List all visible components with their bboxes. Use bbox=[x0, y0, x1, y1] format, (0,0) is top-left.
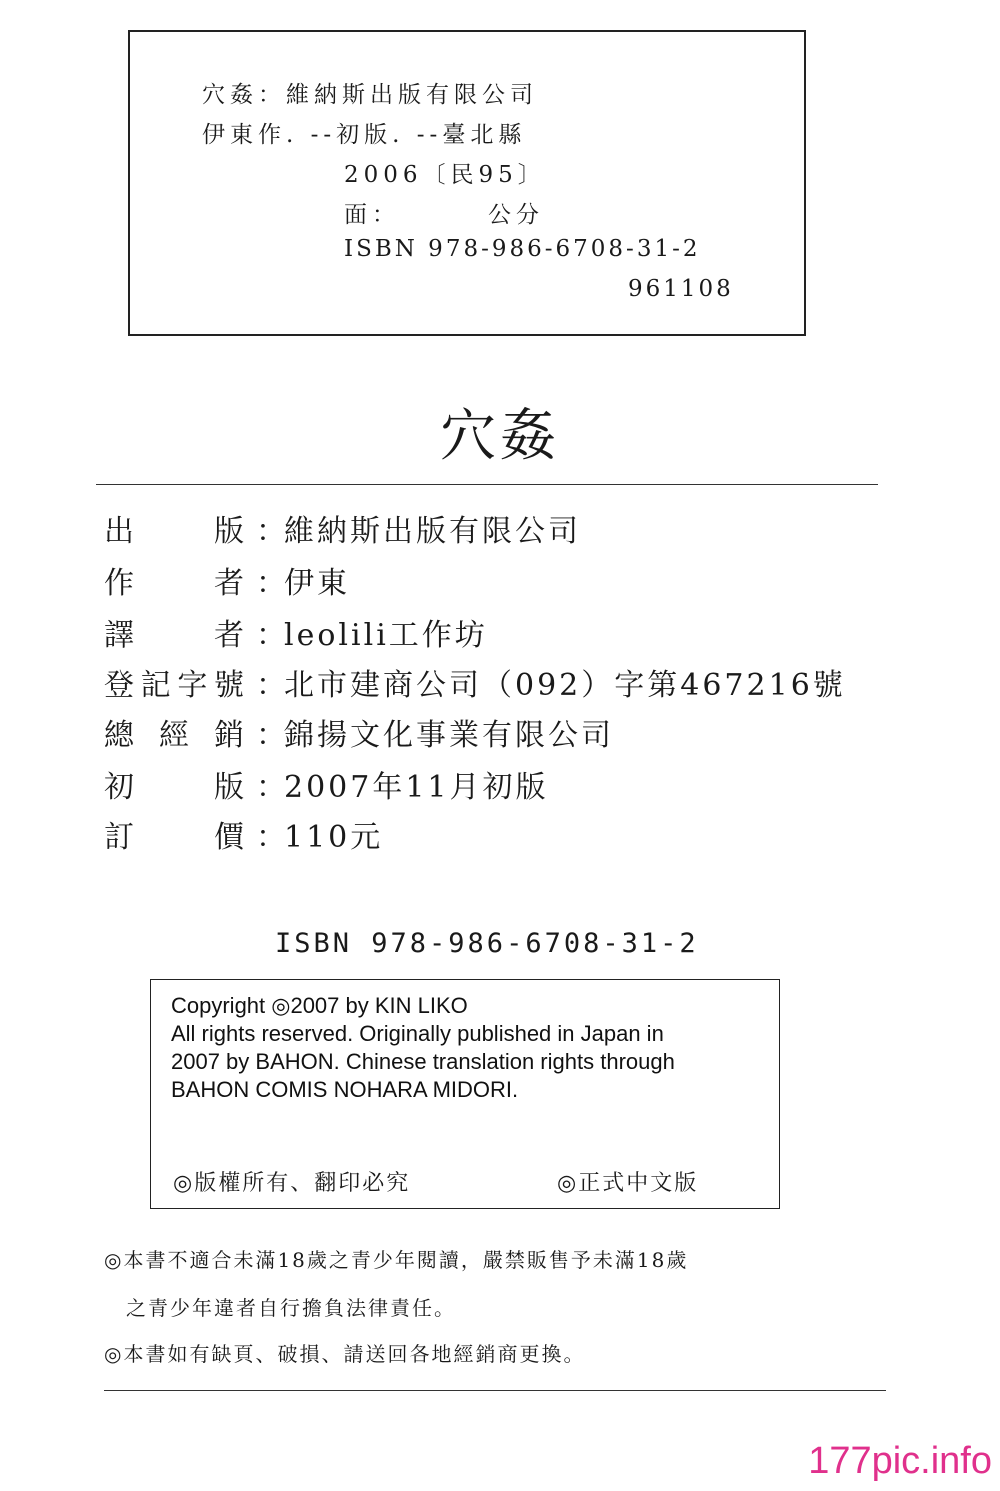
cip-line-year: 2006〔民95〕 bbox=[344, 162, 546, 188]
copyright-box bbox=[150, 979, 780, 1209]
copyright-line: BAHON COMIS NOHARA MIDORI. bbox=[171, 1077, 519, 1102]
imprint-label bbox=[104, 660, 244, 704]
imprint-colon: ： bbox=[256, 820, 286, 855]
copyright-text bbox=[171, 992, 675, 1104]
imprint-label-char: 號 bbox=[213, 668, 244, 703]
all-rights-note: ◎版權所有、翻印必究 bbox=[173, 1171, 411, 1196]
title-divider bbox=[96, 484, 878, 485]
imprint-label-char: 總 bbox=[104, 718, 134, 753]
cip-line-size-unit: 公分 bbox=[488, 202, 544, 228]
cip-line-author-edition: 伊東作. --初版. --臺北縣 bbox=[202, 122, 527, 148]
imprint-label-char: 價 bbox=[214, 820, 244, 855]
imprint-label-char: 訂 bbox=[104, 820, 134, 855]
imprint-label-char: 譯 bbox=[104, 618, 134, 653]
imprint-value: 北市建商公司（092）字第467216號 bbox=[284, 668, 846, 703]
imprint-label-char: 經 bbox=[159, 718, 189, 753]
imprint-label-char: 作 bbox=[104, 566, 134, 601]
imprint-colon: ： bbox=[256, 618, 286, 653]
imprint-label bbox=[104, 506, 244, 550]
imprint-colon: ： bbox=[256, 514, 286, 549]
age-restriction-notice: ◎本書不適合未滿18歲之青少年閱讀，嚴禁販售予未滿18歲 bbox=[104, 1248, 689, 1272]
imprint-label bbox=[104, 710, 244, 754]
imprint-colon: ： bbox=[256, 566, 286, 601]
book-title: 穴姦 bbox=[440, 404, 560, 469]
imprint-label-char: 銷 bbox=[214, 718, 244, 753]
cip-line-isbn: ISBN 978-986-6708-31-2 bbox=[344, 236, 701, 262]
damaged-copy-notice: ◎本書如有缺頁、破損、請送回各地經銷商更換。 bbox=[104, 1342, 586, 1366]
imprint-value: leolili工作坊 bbox=[284, 618, 488, 653]
cip-catalog-box bbox=[128, 30, 806, 336]
cip-line-code: 961108 bbox=[628, 276, 734, 302]
imprint-colon: ： bbox=[256, 770, 286, 805]
imprint-label bbox=[104, 812, 244, 856]
copyright-line: Copyright ◎2007 by KIN LIKO bbox=[171, 993, 468, 1018]
imprint-label bbox=[104, 610, 244, 654]
imprint-value: 110元 bbox=[284, 820, 384, 855]
copyright-line: 2007 by BAHON. Chinese translation rights through bbox=[171, 1049, 675, 1074]
site-watermark: 177pic.info bbox=[808, 1440, 992, 1482]
imprint-value: 2007年11月初版 bbox=[284, 770, 549, 805]
imprint-label-char: 登 bbox=[104, 668, 134, 703]
imprint-colon: ： bbox=[256, 668, 286, 703]
imprint-label-char: 出 bbox=[104, 514, 134, 549]
imprint-label-char: 版 bbox=[214, 770, 244, 805]
imprint-label bbox=[104, 762, 244, 806]
imprint-label-char: 字 bbox=[177, 668, 208, 703]
imprint-value: 伊東 bbox=[284, 566, 350, 601]
imprint-label-char: 記 bbox=[140, 668, 171, 703]
cip-line-pages-label: 面： bbox=[344, 202, 400, 228]
copyright-line: All rights reserved. Originally published in Japan in bbox=[171, 1021, 664, 1046]
imprint-value: 錦揚文化事業有限公司 bbox=[284, 718, 614, 753]
imprint-label-char: 初 bbox=[104, 770, 134, 805]
cip-line-title-publisher: 穴姦：維納斯出版有限公司 bbox=[202, 82, 538, 108]
imprint-label-char: 版 bbox=[214, 514, 244, 549]
imprint-colon: ： bbox=[256, 718, 286, 753]
imprint-label bbox=[104, 558, 244, 602]
official-edition-note: ◎正式中文版 bbox=[557, 1171, 699, 1196]
bottom-divider bbox=[104, 1390, 886, 1391]
imprint-label-char: 者 bbox=[214, 618, 244, 653]
isbn-number: ISBN 978-986-6708-31-2 bbox=[275, 928, 699, 959]
imprint-value: 維納斯出版有限公司 bbox=[284, 514, 581, 549]
imprint-label-char: 者 bbox=[214, 566, 244, 601]
legal-responsibility-notice: 之青少年違者自行擔負法律責任。 bbox=[126, 1296, 456, 1320]
